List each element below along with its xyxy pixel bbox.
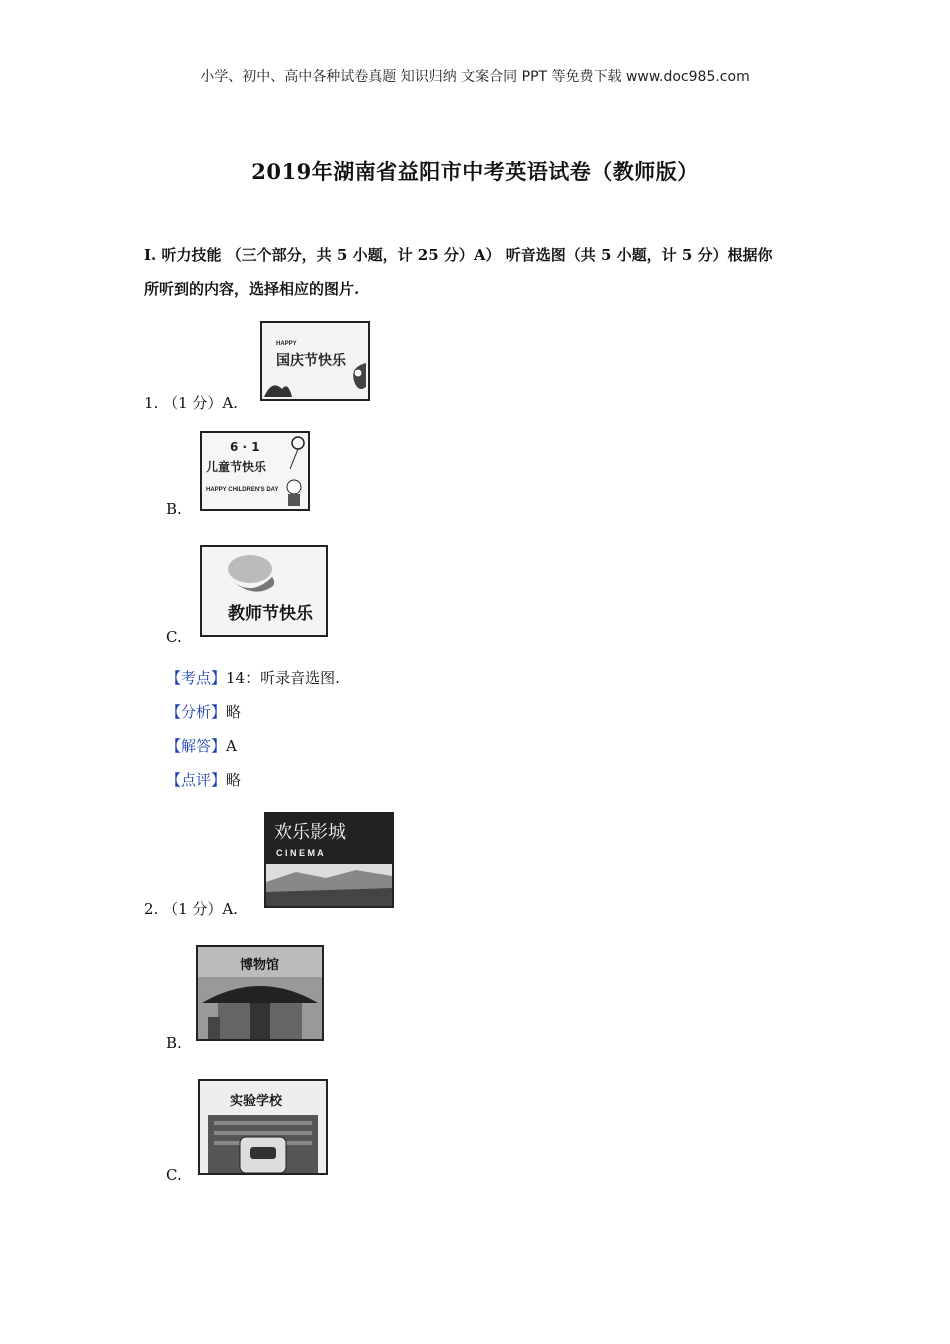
page-title: 2019年湖南省益阳市中考英语试卷（教师版） [251,159,699,184]
section-heading-line2: 所听到的内容，选择相应的图片. [144,280,360,298]
q1-b-date-text: 6 · 1 [230,440,260,454]
q1-a-greeting-text: 国庆节快乐 [276,353,346,369]
question-2-label: 2. （1 分）A. [144,900,238,918]
q2-image-b[interactable] [196,945,324,1041]
jieda-key: 【解答】 [166,737,227,755]
q1-a-happy-text: HAPPY [276,341,297,347]
fenxi-value: 略 [226,703,242,721]
q2-b-name-text: 博物馆 [240,958,280,973]
q2-c-name-text: 实验学校 [230,1094,283,1109]
q2-image-a[interactable] [264,812,394,908]
q1-fenxi [166,702,241,722]
q2-option-b-label: B. [166,1034,182,1052]
kaodian-key: 【考点】 [166,669,227,687]
dianping-key: 【点评】 [166,771,227,789]
q1-image-c[interactable] [200,545,328,637]
q2-a-name-text: 欢乐影城 [274,822,346,843]
q1-dianping [166,770,241,790]
q1-jieda [166,736,237,756]
q1-b-english-text: HAPPY CHILDREN'S DAY [206,487,279,493]
section-heading-line1: I. 听力技能 （三个部分，共 5 小题，计 25 分）A） 听音选图（共 5 小题，计 5 分）根据你 [144,246,773,264]
q1-option-b-label: B. [166,500,182,518]
section-heading [144,238,824,306]
q1-image-a[interactable] [260,321,370,401]
q1-image-b[interactable] [200,431,310,511]
q2-option-c-label: C. [166,1166,182,1184]
q1-option-c-label: C. [166,628,182,646]
q1-kaodian [166,668,340,688]
fenxi-key: 【分析】 [166,703,227,721]
dianping-value: 略 [226,771,242,789]
question-1-label: 1. （1 分）A. [144,394,238,412]
q1-c-greeting-text: 教师节快乐 [228,604,313,624]
q2-image-c[interactable] [198,1079,328,1175]
q1-b-greeting-text: 儿童节快乐 [206,460,267,474]
kaodian-value: 14：听录音选图. [226,669,340,687]
q2-a-cinema-text: C I N E M A [276,848,324,858]
site-header: 小学、初中、高中各种试卷真题 知识归纳 文案合同 PPT 等免费下载 www.doc985.com [200,69,750,85]
jieda-value: A [226,737,237,755]
